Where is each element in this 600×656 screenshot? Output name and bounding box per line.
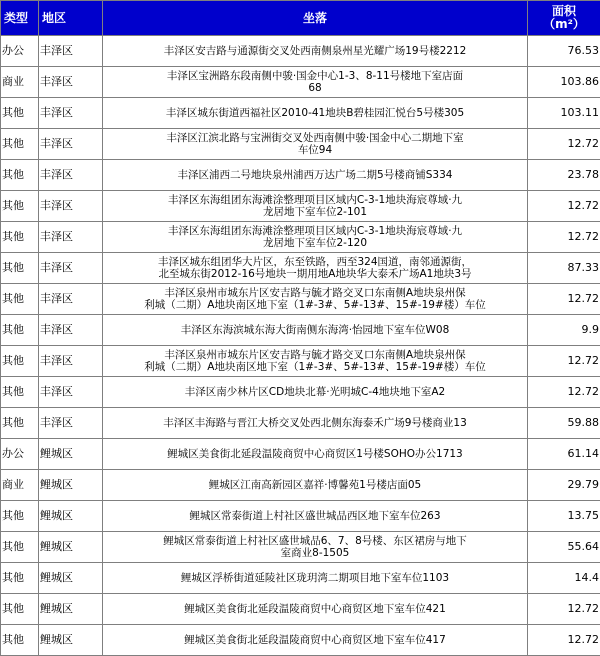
cell-address — [103, 67, 528, 98]
address-line: 丰泽区江滨北路与宝洲街交叉处西南侧中骏·国金中心二期地下室 — [104, 132, 526, 144]
address-line: 丰泽区东海滨城东海大街南侧东海湾·怡园地下室车位W08 — [104, 324, 526, 336]
table-row — [1, 36, 600, 67]
table-row — [1, 501, 600, 532]
table-row — [1, 594, 600, 625]
cell-type: 办公 — [1, 36, 39, 67]
cell-type: 商业 — [1, 67, 39, 98]
address-line: 鲤城区常泰街道上村社区盛世城品6、7、8号楼、东区裙房与地下 — [104, 535, 526, 547]
cell-district: 丰泽区 — [39, 36, 103, 67]
cell-district: 鲤城区 — [39, 439, 103, 470]
table-row — [1, 346, 600, 377]
cell-district: 鲤城区 — [39, 470, 103, 501]
cell-area: 12.72 — [528, 129, 600, 160]
cell-type: 其他 — [1, 346, 39, 377]
cell-district: 鲤城区 — [39, 563, 103, 594]
cell-district: 丰泽区 — [39, 160, 103, 191]
cell-area: 12.72 — [528, 284, 600, 315]
cell-address — [103, 470, 528, 501]
cell-address — [103, 439, 528, 470]
cell-type: 其他 — [1, 532, 39, 563]
cell-type: 办公 — [1, 439, 39, 470]
table-row — [1, 253, 600, 284]
cell-district: 丰泽区 — [39, 284, 103, 315]
cell-area: 12.72 — [528, 346, 600, 377]
cell-address — [103, 284, 528, 315]
cell-type: 其他 — [1, 191, 39, 222]
cell-address — [103, 594, 528, 625]
address-line: 鲤城区美食街北延段温陵商贸中心商贸区1号楼SOHO办公1713 — [104, 448, 526, 460]
cell-district: 丰泽区 — [39, 129, 103, 160]
cell-district: 丰泽区 — [39, 222, 103, 253]
cell-district: 丰泽区 — [39, 408, 103, 439]
cell-type: 其他 — [1, 222, 39, 253]
cell-type: 其他 — [1, 284, 39, 315]
table-body — [1, 36, 600, 656]
address-line: 丰泽区南少林片区CD地块北幕·光明城C-4地块地下室A2 — [104, 386, 526, 398]
cell-address — [103, 36, 528, 67]
table-row — [1, 563, 600, 594]
header-address: 坐落 — [103, 1, 528, 36]
address-line: 利城（二期）A地块南区地下室（1#-3#、5#-13#、15#-19#楼）车位 — [104, 361, 526, 373]
address-line: 鲤城区美食街北延段温陵商贸中心商贸区地下室车位421 — [104, 603, 526, 615]
table-row — [1, 160, 600, 191]
address-line: 龙居地下室车位2-101 — [104, 206, 526, 218]
cell-area: 14.4 — [528, 563, 600, 594]
table-row — [1, 470, 600, 501]
address-line: 丰泽区泉州市城东片区安吉路与毓才路交叉口东南侧A地块泉州保 — [104, 349, 526, 361]
cell-area: 12.72 — [528, 594, 600, 625]
cell-area: 12.72 — [528, 222, 600, 253]
cell-district: 丰泽区 — [39, 67, 103, 98]
table-row — [1, 222, 600, 253]
table-row — [1, 191, 600, 222]
header-area-label: 面积 — [552, 4, 576, 18]
table-row — [1, 377, 600, 408]
cell-type: 其他 — [1, 377, 39, 408]
cell-area: 29.79 — [528, 470, 600, 501]
cell-district: 丰泽区 — [39, 191, 103, 222]
cell-area: 9.9 — [528, 315, 600, 346]
cell-area: 103.11 — [528, 98, 600, 129]
cell-area: 12.72 — [528, 625, 600, 656]
cell-district: 鲤城区 — [39, 501, 103, 532]
cell-area: 87.33 — [528, 253, 600, 284]
table-row — [1, 408, 600, 439]
cell-address — [103, 315, 528, 346]
address-line: 丰泽区东海组团东海滩涂整理项目区域内C-3-1地块海宸尊域·九 — [104, 194, 526, 206]
cell-district: 丰泽区 — [39, 98, 103, 129]
cell-district: 鲤城区 — [39, 625, 103, 656]
cell-address — [103, 160, 528, 191]
cell-type: 商业 — [1, 470, 39, 501]
table-row — [1, 98, 600, 129]
cell-district: 鲤城区 — [39, 532, 103, 563]
cell-area: 76.53 — [528, 36, 600, 67]
cell-district: 丰泽区 — [39, 346, 103, 377]
cell-type: 其他 — [1, 129, 39, 160]
table-row — [1, 315, 600, 346]
cell-address — [103, 532, 528, 563]
address-line: 丰泽区宝洲路东段南侧中骏·国金中心1-3、8-11号楼地下室店面 — [104, 70, 526, 82]
table-row — [1, 284, 600, 315]
address-line: 鲤城区江南高新园区嘉祥·博馨苑1号楼店面05 — [104, 479, 526, 491]
header-type: 类型 — [1, 1, 39, 36]
address-line: 丰泽区东海组团东海滩涂整理项目区域内C-3-1地块海宸尊域·九 — [104, 225, 526, 237]
cell-area: 103.86 — [528, 67, 600, 98]
address-line: 龙居地下室车位2-120 — [104, 237, 526, 249]
address-line: 68 — [104, 82, 526, 94]
address-line: 鲤城区美食街北延段温陵商贸中心商贸区地下室车位417 — [104, 634, 526, 646]
cell-area: 12.72 — [528, 191, 600, 222]
cell-district: 丰泽区 — [39, 377, 103, 408]
cell-type: 其他 — [1, 315, 39, 346]
header-district: 地区 — [39, 1, 103, 36]
cell-type: 其他 — [1, 253, 39, 284]
address-line: 北至城东街2012-16号地块一期用地A地块华大泰禾广场A1地块3号 — [104, 268, 526, 280]
cell-type: 其他 — [1, 160, 39, 191]
cell-type: 其他 — [1, 98, 39, 129]
cell-address — [103, 625, 528, 656]
cell-district: 丰泽区 — [39, 253, 103, 284]
cell-area: 13.75 — [528, 501, 600, 532]
cell-area: 12.72 — [528, 377, 600, 408]
address-line: 鲤城区浮桥街道延陵社区珑玥湾二期项目地下室车位1103 — [104, 572, 526, 584]
cell-type: 其他 — [1, 563, 39, 594]
cell-district: 丰泽区 — [39, 315, 103, 346]
address-line: 鲤城区常泰街道上村社区盛世城品西区地下室车位263 — [104, 510, 526, 522]
table-row — [1, 532, 600, 563]
cell-area: 23.78 — [528, 160, 600, 191]
table-row — [1, 625, 600, 656]
address-line: 车位94 — [104, 144, 526, 156]
address-line: 利城（二期）A地块南区地下室（1#-3#、5#-13#、15#-19#楼）车位 — [104, 299, 526, 311]
cell-address — [103, 129, 528, 160]
cell-type: 其他 — [1, 594, 39, 625]
cell-address — [103, 501, 528, 532]
cell-area: 55.64 — [528, 532, 600, 563]
header-area — [528, 1, 600, 36]
cell-area: 61.14 — [528, 439, 600, 470]
cell-district: 鲤城区 — [39, 594, 103, 625]
cell-address — [103, 191, 528, 222]
address-line: 丰泽区城东组团华大片区，东至铁路，西至324国道，南邻通源街， — [104, 256, 526, 268]
address-line: 丰泽区泉州市城东片区安吉路与毓才路交叉口东南侧A地块泉州保 — [104, 287, 526, 299]
cell-address — [103, 222, 528, 253]
cell-address — [103, 377, 528, 408]
address-line: 丰泽区安吉路与通源街交叉处西南侧泉州星光耀广场19号楼2212 — [104, 45, 526, 57]
table-row — [1, 67, 600, 98]
cell-address — [103, 408, 528, 439]
cell-type: 其他 — [1, 501, 39, 532]
cell-address — [103, 253, 528, 284]
table-row — [1, 439, 600, 470]
address-line: 丰泽区城东街道西福社区2010-41地块B碧桂园汇悦台5号楼305 — [104, 107, 526, 119]
header-area-unit: （m²） — [543, 17, 585, 31]
cell-address — [103, 346, 528, 377]
cell-address — [103, 98, 528, 129]
header-row — [1, 1, 600, 36]
cell-area: 59.88 — [528, 408, 600, 439]
cell-type: 其他 — [1, 625, 39, 656]
table-row — [1, 129, 600, 160]
address-line: 丰泽区丰海路与晋江大桥交叉处西北侧东海泰禾广场9号楼商业13 — [104, 417, 526, 429]
address-line: 室商业8-1505 — [104, 547, 526, 559]
address-line: 丰泽区浦西二号地块泉州浦西万达广场二期5号楼商铺S334 — [104, 169, 526, 181]
cell-address — [103, 563, 528, 594]
cell-type: 其他 — [1, 408, 39, 439]
